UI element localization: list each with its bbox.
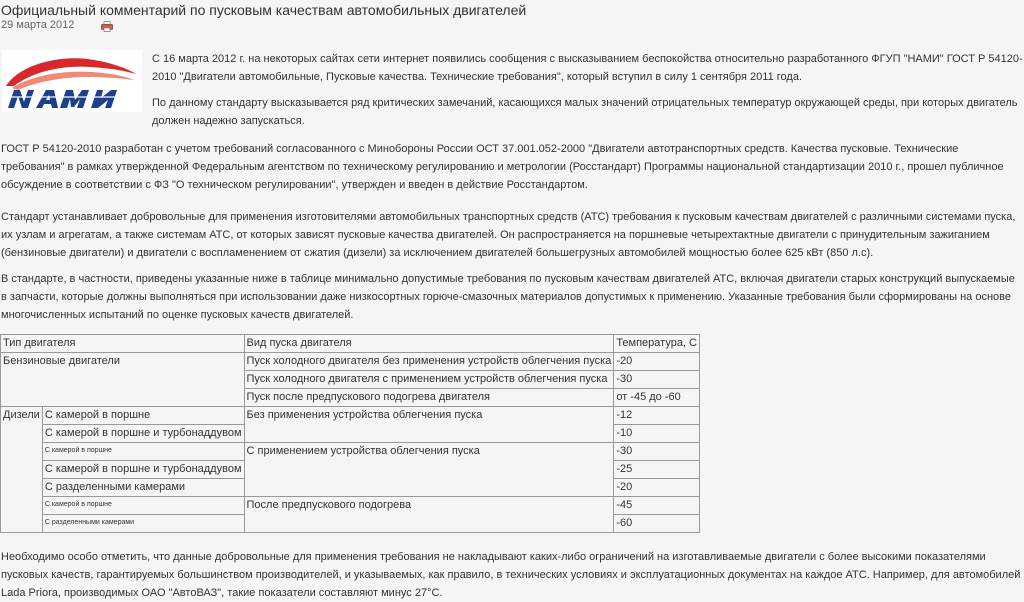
temperature-cell: -60 [614,515,700,533]
temperature-cell: от -45 до -60 [614,389,700,407]
table-row [1,497,700,515]
diesel-subtype-cell: С разделенными камерами [42,515,244,533]
paragraph-6: Необходимо особо отметить, что данные добровольные для применения требования не накладывают каких-либо ограничений на изготавливаемые двигатели с более высокими показателями пусковых качеств, гарантируемых большинством производителей, и указываемых, как правило, в технических условиях и эксплуатационных документах на каждое АТС. Например, для автомобилей Lada Priora, производимых ОАО "АвтоВАЗ", такие показатели составляют минус 27°С. [1,551,1021,599]
table-row [1,407,700,425]
nami-logo [2,50,142,112]
temperature-cell: -30 [614,443,700,461]
paragraph-2: По данному стандарту высказывается ряд критических замечаний, касающихся малых значений отрицательных температур окружающей среды, при которых двигатель должен надежно запускаться. [152,97,1018,127]
diesel-subtype-cell: С камерой в поршне [42,443,244,461]
paragraph-1: С 16 марта 2012 г. на некоторых сайтах сети интернет появились сообщения с высказыванием беспокойства относительно разработанного ФГУП "НАМИ" ГОСТ Р 54120-2010 "Двигатели автомобильные, Пусковые качества. Технические требования", который вступил в силу 1 сентября 2011 года. [152,53,1023,83]
diesel-subtype-cell: С разделенными камерами [42,479,244,497]
diesel-subtype-cell: С камерой в поршне [42,407,244,425]
start-type-cell: Пуск после предпускового подогрева двигателя [244,389,614,407]
temperature-cell: -30 [614,371,700,389]
start-type-cell: После предпускового подогрева [244,497,614,533]
start-type-cell: С применением устройства облегчения пуска [244,443,614,497]
temperature-cell: -25 [614,461,700,479]
temperature-cell: -45 [614,497,700,515]
article-title: Официальный комментарий по пусковым качествам автомобильных двигателей [1,2,527,18]
printer-icon[interactable] [101,21,113,32]
table-row [1,353,700,371]
requirements-table [0,334,700,533]
paragraph-4: Стандарт устанавливает добровольные для применения изготовителями автомобильных транспортных средств (АТС) требования к пусковым качествам двигателей с различными системами пуска, их узлам и агрегатам, а также системам АТС, от которых зависят пусковые качества двигателей. Он распространяется на поршневые четырехтактные двигатели с принудительным зажиганием (бензиновые двигатели) и двигатели с воспламенением от сжатия (дизели) за исключением двигателей большегрузных автомобилей мощностью более 625 кВт (850 л.с). [1,211,1016,259]
diesel-type-cell: Дизели [1,407,43,533]
paragraph-3: ГОСТ Р 54120-2010 разработан с учетом требований согласованного с Минобороны России ОСТ 37.001.052-2000 "Двигатели автотранспортных средств. Качества пусковые. Технические требования" в рамках утвержденной Федеральным агентством по техническому регулированию и метрологии (Росстандарт) Программы национальной стандартизации 2010 г., прошел публичное обсуждение в соответствии с ФЗ "О техническом регулировании", утвержден и введен в действие Росстандартом. [1,143,1004,191]
start-type-cell: Без применения устройства облегчения пуска [244,407,614,443]
header-engine-type: Тип двигателя [1,335,245,353]
temperature-cell: -20 [614,479,700,497]
paragraph-5: В стандарте, в частности, приведены указанные ниже в таблице минимально допустимые требования по пусковым качествам двигателей АТС, включая двигатели старых конструкций выпускаемые в запчасти, которые должны выполняться при использовании даже низкосортных горюче-смазочных материалов допустимых к применению. Указанные требования были сформированы на основе многочисленных испытаний по оценке пусковых качеств двигателей. [1,273,1015,321]
diesel-subtype-cell: С камерой в поршне [42,497,244,515]
diesel-subtype-cell: С камерой в поршне и турбонаддувом [42,425,244,443]
temperature-cell: -10 [614,425,700,443]
table-header-row [1,335,700,353]
temperature-cell: -20 [614,353,700,371]
start-type-cell: Пуск холодного двигателя с применением устройств облегчения пуска [244,371,614,389]
table-row [1,443,700,461]
article-date: 29 марта 2012 [1,19,75,31]
header-temperature: Температура, С [614,335,700,353]
temperature-cell: -12 [614,407,700,425]
diesel-subtype-cell: С камерой в поршне и турбонаддувом [42,461,244,479]
start-type-cell: Пуск холодного двигателя без применения устройств облегчения пуска [244,353,614,371]
petrol-type-cell: Бензиновые двигатели [1,353,245,407]
header-start-type: Вид пуска двигателя [244,335,614,353]
